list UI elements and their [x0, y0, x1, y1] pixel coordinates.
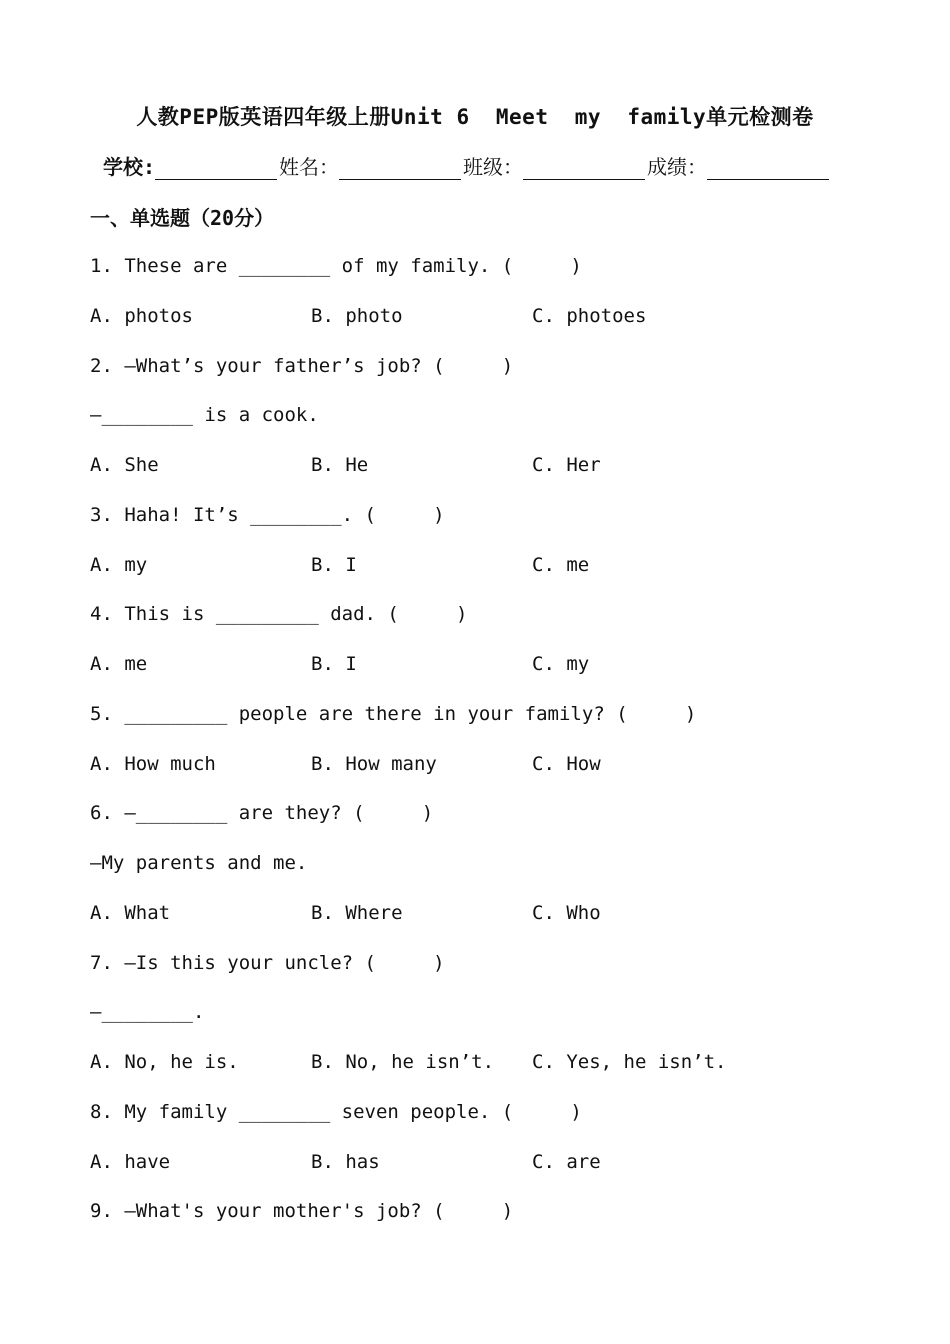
question-5-option-b[interactable]: B. How many — [311, 753, 437, 775]
question-7-stem: 7. —Is this your uncle? ( ) — [90, 952, 445, 974]
name-blank[interactable] — [339, 157, 461, 180]
question-2-stem: 2. —What’s your father’s job? ( ) — [90, 355, 514, 377]
question-4-stem: 4. This is _________ dad. ( ) — [90, 603, 468, 625]
student-info-row — [103, 151, 863, 180]
question-3-option-c[interactable]: C. me — [532, 554, 590, 576]
question-1-stem: 1. These are ________ of my family. ( ) — [90, 255, 582, 277]
question-8-option-b[interactable]: B. has — [311, 1151, 380, 1173]
school-blank[interactable] — [155, 157, 277, 180]
question-5-option-a[interactable]: A. How much — [90, 753, 216, 775]
question-6-option-c[interactable]: C. Who — [532, 902, 601, 924]
class-label: 班级： — [463, 155, 524, 179]
question-8-option-a[interactable]: A. have — [90, 1151, 171, 1173]
question-8-option-c[interactable]: C. are — [532, 1151, 601, 1173]
question-1-option-c[interactable]: C. photoes — [532, 305, 647, 327]
score-blank[interactable] — [707, 157, 829, 180]
question-4-option-c[interactable]: C. my — [532, 653, 590, 675]
section-header: 一、单选题（20分） — [90, 206, 275, 230]
question-7-option-c[interactable]: C. Yes, he isn’t. — [532, 1051, 727, 1073]
question-7-option-a[interactable]: A. No, he is. — [90, 1051, 239, 1073]
question-1-option-b[interactable]: B. photo — [311, 305, 403, 327]
question-3-option-b[interactable]: B. I — [311, 554, 357, 576]
question-6-stem: 6. —________ are they? ( ) — [90, 802, 434, 824]
question-6-option-a[interactable]: A. What — [90, 902, 171, 924]
question-4-option-a[interactable]: A. me — [90, 653, 148, 675]
question-1-option-a[interactable]: A. photos — [90, 305, 193, 327]
question-2-answer-line: —________ is a cook. — [90, 404, 319, 426]
question-7-option-b[interactable]: B. No, he isn’t. — [311, 1051, 495, 1073]
question-6-answer-line: —My parents and me. — [90, 852, 308, 874]
page-title: 人教PEP版英语四年级上册Unit 6 Meet my family单元检测卷 — [136, 105, 814, 129]
question-2-option-a[interactable]: A. She — [90, 454, 159, 476]
question-7-answer-line: —________. — [90, 1001, 205, 1023]
question-6-option-b[interactable]: B. Where — [311, 902, 403, 924]
name-label: 姓名： — [279, 155, 340, 179]
class-blank[interactable] — [523, 157, 645, 180]
question-5-option-c[interactable]: C. How — [532, 753, 601, 775]
question-3-stem: 3. Haha! It’s ________. ( ) — [90, 504, 445, 526]
question-4-option-b[interactable]: B. I — [311, 653, 357, 675]
question-5-stem: 5. _________ people are there in your family? ( ) — [90, 703, 697, 725]
question-2-option-c[interactable]: C. Her — [532, 454, 601, 476]
question-3-option-a[interactable]: A. my — [90, 554, 148, 576]
question-8-stem: 8. My family ________ seven people. ( ) — [90, 1101, 582, 1123]
question-9-stem: 9. —What's your mother's job? ( ) — [90, 1200, 514, 1222]
score-label: 成绩： — [647, 155, 708, 179]
school-label: 学校: — [103, 155, 156, 179]
question-2-option-b[interactable]: B. He — [311, 454, 369, 476]
